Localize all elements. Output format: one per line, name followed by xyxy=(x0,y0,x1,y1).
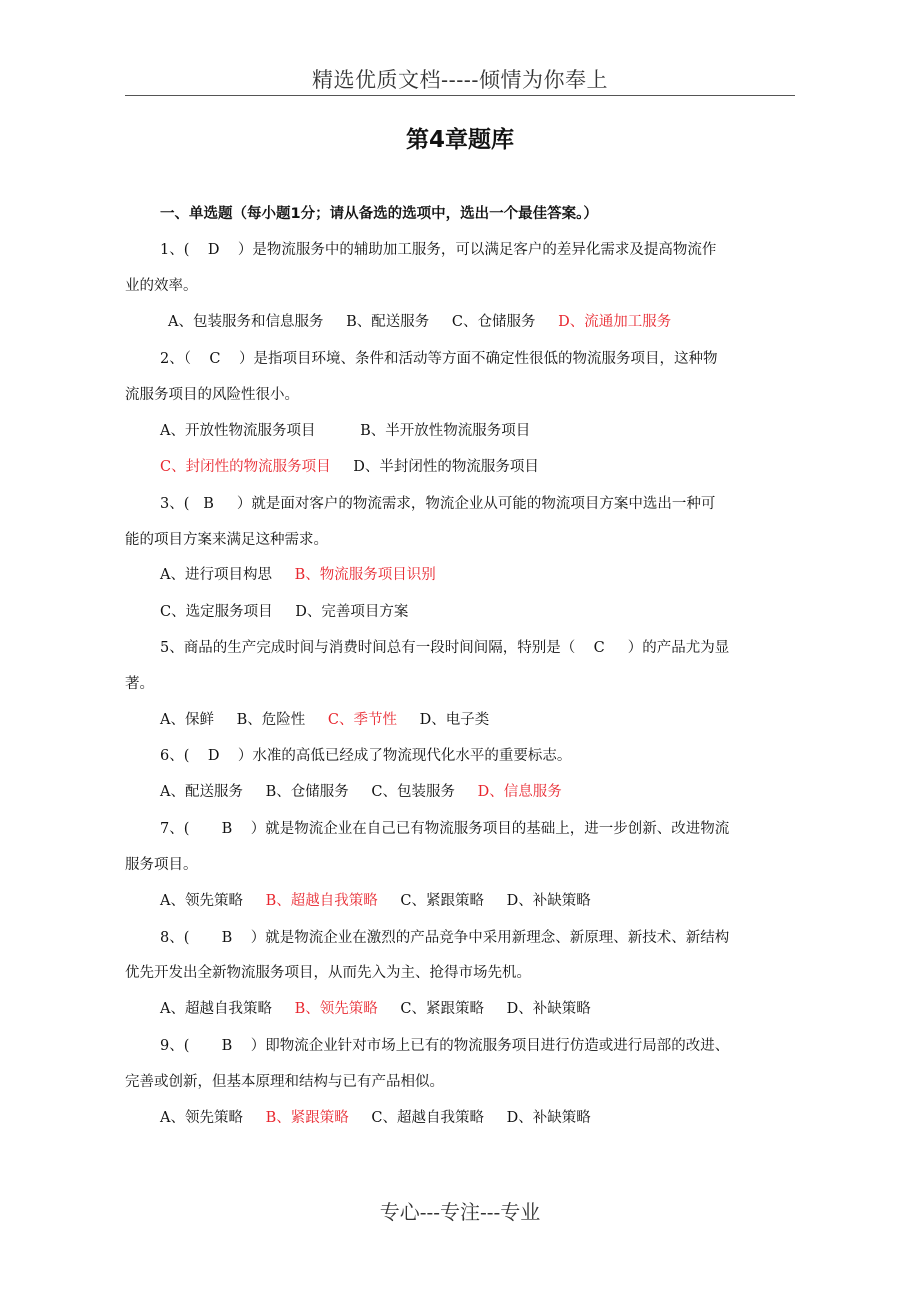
question-9-stem-cont: 完善或创新，但基本原理和结构与已有产品相似。 xyxy=(125,1074,444,1090)
option-a: A、领先策略 xyxy=(160,1110,243,1126)
option-c: C、封闭性的物流服务项目 xyxy=(160,459,331,475)
page-title: 第4章题库 xyxy=(405,127,514,153)
option-d: D、电子类 xyxy=(419,712,490,728)
option-c: C、紧跟策略 xyxy=(400,1001,484,1017)
option-b: B、配送服务 xyxy=(346,314,430,330)
option-d: D、完善项目方案 xyxy=(295,604,409,620)
option-b: B、紧跟策略 xyxy=(265,1110,349,1126)
option-a: A、领先策略 xyxy=(160,893,243,909)
option-c: C、季节性 xyxy=(327,712,397,728)
option-c: C、选定服务项目 xyxy=(160,604,273,620)
question-1-stem: 1、( D ）是物流服务中的辅助加工服务，可以满足客户的差异化需求及提高物流作 xyxy=(160,242,717,258)
option-b: B、物流服务项目识别 xyxy=(294,567,436,583)
option-a: A、超越自我策略 xyxy=(160,1001,272,1017)
question-6-options xyxy=(160,782,562,802)
option-c: C、包装服务 xyxy=(371,784,455,800)
option-c: C、超越自我策略 xyxy=(371,1110,484,1126)
option-d: D、信息服务 xyxy=(477,784,562,800)
question-7-stem-cont: 服务项目。 xyxy=(125,857,198,873)
option-b: B、仓储服务 xyxy=(265,784,349,800)
question-2-stem: 2、（ C ）是指项目环境、条件和活动等方面不确定性很低的物流服务项目，这种物 xyxy=(160,351,718,367)
question-9-stem: 9、( B ）即物流企业针对市场上已有的物流服务项目进行仿造或进行局部的改进、 xyxy=(160,1038,730,1054)
option-b: B、超越自我策略 xyxy=(265,893,378,909)
option-c: C、紧跟策略 xyxy=(400,893,484,909)
question-3-options-row-1 xyxy=(160,565,436,585)
option-d: D、补缺策略 xyxy=(506,1110,591,1126)
option-d: D、补缺策略 xyxy=(506,893,591,909)
option-b: B、危险性 xyxy=(236,712,306,728)
option-d: D、半封闭性的物流服务项目 xyxy=(353,459,539,475)
question-1-options xyxy=(168,312,671,332)
option-b: B、半开放性物流服务项目 xyxy=(360,423,531,439)
question-9-options xyxy=(160,1108,591,1128)
question-5-options xyxy=(160,710,489,730)
question-8-stem-cont: 优先开发出全新物流服务项目，从而先入为主、抢得市场先机。 xyxy=(125,965,531,981)
question-1-stem-cont: 业的效率。 xyxy=(125,278,198,294)
section-heading: 一、单选题（每小题1分；请从备选的选项中，选出一个最佳答案。） xyxy=(160,206,598,222)
option-a: A、开放性物流服务项目 xyxy=(160,423,316,439)
question-7-stem: 7、( B ）就是物流企业在自己已有物流服务项目的基础上，进一步创新、改进物流 xyxy=(160,821,730,837)
question-2-options-row-1 xyxy=(160,421,530,441)
option-b: B、领先策略 xyxy=(294,1001,378,1017)
question-5-stem-cont: 著。 xyxy=(125,676,154,692)
option-d: D、流通加工服务 xyxy=(558,314,672,330)
header-divider xyxy=(125,95,795,96)
question-3-options-row-2 xyxy=(160,602,408,622)
question-7-options xyxy=(160,891,591,911)
question-8-stem: 8、( B ）就是物流企业在激烈的产品竞争中采用新理念、新原理、新技术、新结构 xyxy=(160,930,730,946)
option-a: A、包装服务和信息服务 xyxy=(168,314,324,330)
question-2-stem-cont: 流服务项目的风险性很小。 xyxy=(125,387,299,403)
option-c: C、仓储服务 xyxy=(451,314,536,330)
question-2-options-row-2 xyxy=(160,457,539,477)
question-6-stem: 6、( D ）水准的高低已经成了物流现代化水平的重要标志。 xyxy=(160,748,572,764)
option-d: D、补缺策略 xyxy=(506,1001,591,1017)
option-a: A、进行项目构思 xyxy=(160,567,272,583)
question-3-stem-cont: 能的项目方案来满足这种需求。 xyxy=(125,532,328,548)
question-8-options xyxy=(160,999,591,1019)
question-3-stem: 3、( B ）就是面对客户的物流需求，物流企业从可能的物流项目方案中选出一种可 xyxy=(160,496,716,512)
page-header: 精选优质文档-----倾情为你奉上 xyxy=(312,68,608,92)
page-footer: 专心---专注---专业 xyxy=(379,1200,541,1224)
option-a: A、配送服务 xyxy=(160,784,243,800)
option-a: A、保鲜 xyxy=(160,712,214,728)
question-5-stem: 5、商品的生产完成时间与消费时间总有一段时间间隔，特别是（ C ）的产品尤为显 xyxy=(160,640,730,656)
